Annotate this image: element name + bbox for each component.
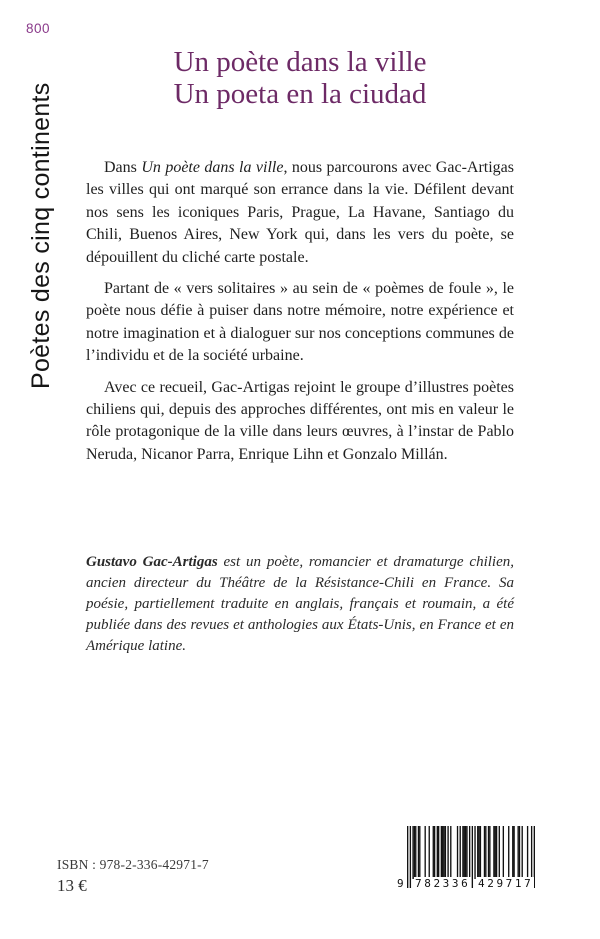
author-bio bbox=[86, 552, 514, 657]
author-name: Gustavo Gac-Artigas bbox=[86, 554, 218, 571]
collection-number: 800 bbox=[26, 21, 51, 36]
barcode-digits-group2: 429717 bbox=[478, 877, 534, 890]
barcode-digits bbox=[397, 877, 545, 891]
synopsis-paragraph-1 bbox=[86, 157, 514, 269]
title-line-french: Un poète dans la ville bbox=[173, 46, 427, 78]
book-title bbox=[86, 46, 514, 110]
synopsis-p1-lead: Dans bbox=[104, 159, 142, 176]
synopsis-p1-book-title-italic: Un poète dans la ville bbox=[141, 159, 284, 176]
barcode-digits-group1: 782336 bbox=[415, 877, 471, 890]
synopsis-paragraph-3: Avec ce recueil, Gac-Artigas rejoint le groupe d’illustres poètes chiliens qui, depuis des approches différentes, ont mis en valeur le rôle protagonique de la ville dans leurs œuvres, à l’instar de Pablo Neruda, Nicanor Parra, Enrique Lihn et Gonzalo Millán. bbox=[86, 378, 514, 463]
main-text-column bbox=[86, 0, 514, 657]
synopsis-paragraph-2: Partant de « vers solitaires » au sein de « poèmes de foule », le poète nous défie à puiser dans notre mémoire, notre expérience et notre imagination et à dialoguer sur nos conceptions communes de l’individu et de la société urbaine. bbox=[86, 280, 514, 365]
collection-name-vertical: Poètes des cinq continents bbox=[27, 82, 55, 389]
synopsis-p1-rest: , nous parcourons avec Gac-Artigas les villes qui ont marqué son errance dans la vie. Défilent devant nos sens les iconiques Paris, Prague, La Havane, Santiago du Chili, Buenos Aires, New York qui, dans les vers du poète, se dépouillent du cliché carte postale. bbox=[86, 159, 514, 266]
author-bio-text: est un poète, romancier et dramaturge chilien, ancien directeur du Théâtre de la Résistance-Chili en France. Sa poésie, partiellement traduite en anglais, français et roumain, a été publiée dans des revues et anthologies aux États-Unis, en France et en Amérique latine. bbox=[86, 554, 514, 655]
barcode-digit-lead: 9 bbox=[397, 877, 404, 890]
price-text: 13 € bbox=[57, 876, 87, 895]
isbn-text: ISBN : 978-2-336-42971-7 bbox=[57, 857, 209, 872]
title-line-spanish: Un poeta en la ciudad bbox=[173, 78, 427, 110]
ean13-barcode bbox=[397, 826, 545, 900]
